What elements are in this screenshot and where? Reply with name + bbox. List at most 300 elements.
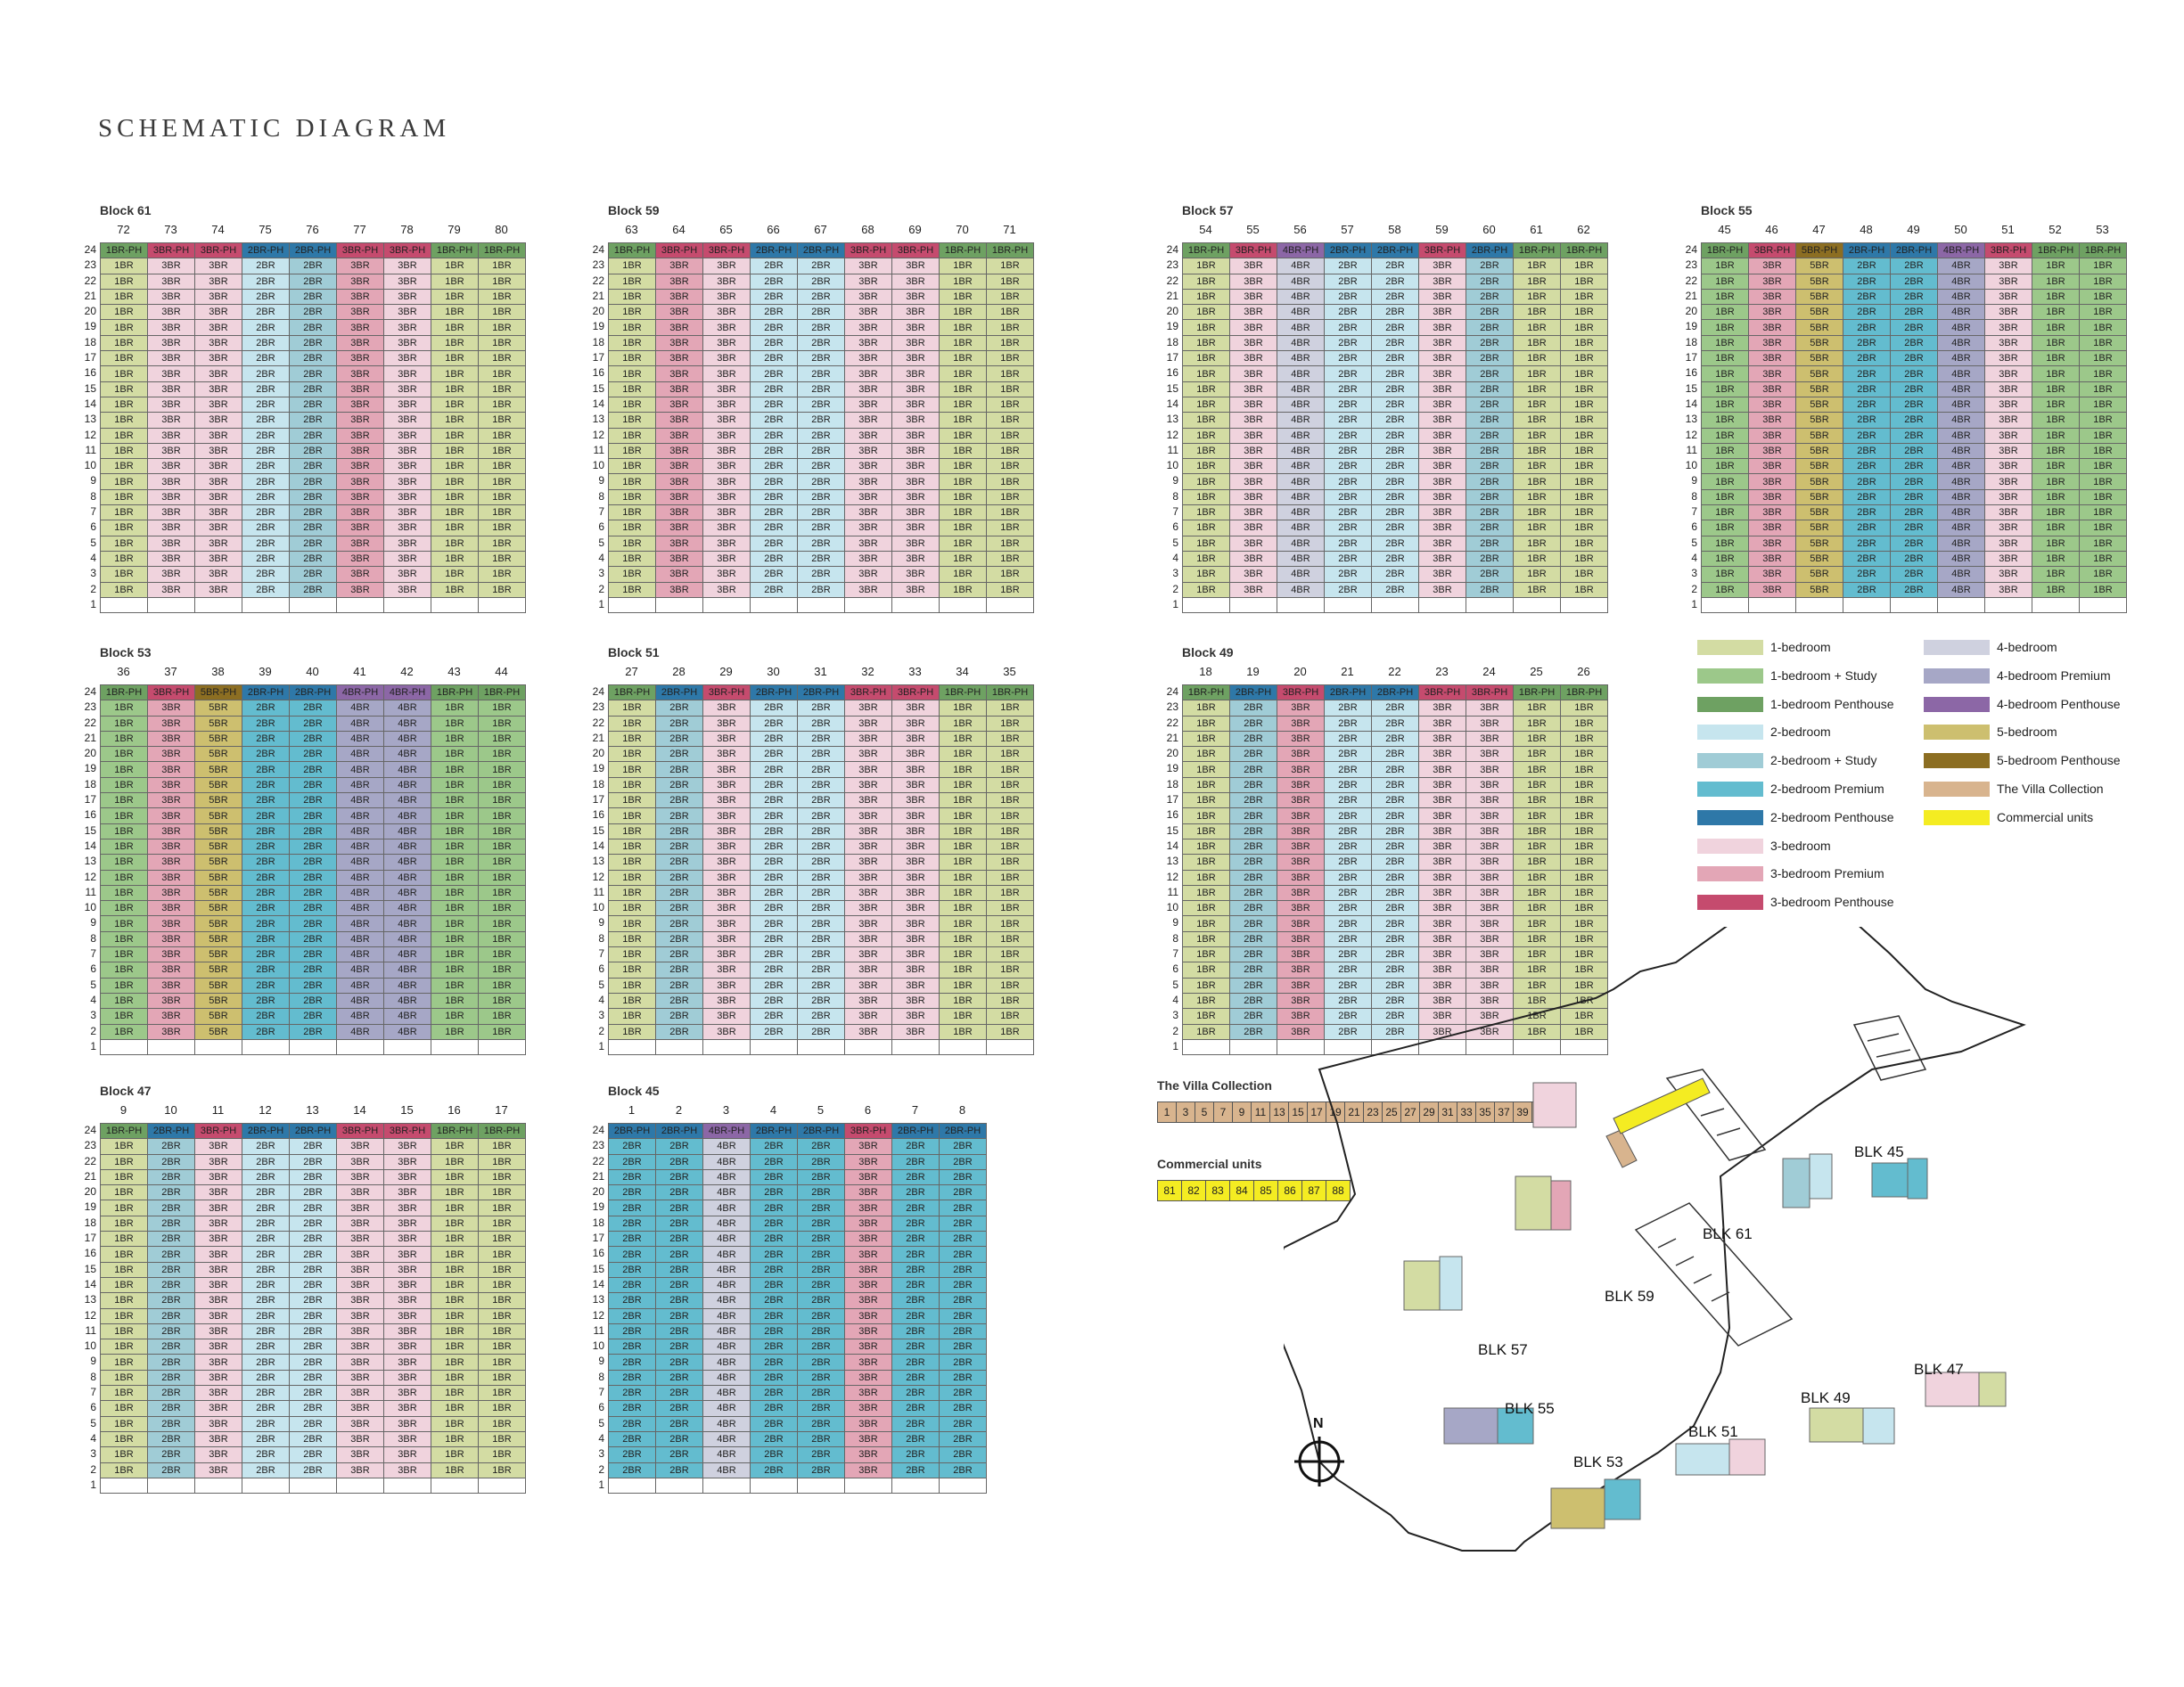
block-45: [592, 1084, 987, 1494]
unit-cell: 1BR: [609, 962, 656, 978]
unit-cell: 2BR: [1325, 551, 1372, 566]
unit-cell: 1BR: [431, 901, 479, 916]
unit-cell: 4BR: [703, 1323, 751, 1339]
floor-row: [609, 885, 1034, 900]
unit-cell: 3BR: [384, 366, 431, 381]
floor-row: [101, 1169, 526, 1184]
unit-cell: 1BR: [987, 428, 1034, 443]
floor-row: [1702, 582, 2127, 597]
floor-number: 17: [84, 351, 96, 364]
unit-cell: 3BR: [195, 459, 242, 474]
unit-cell: 2BR: [609, 1169, 656, 1184]
unit-cell: 2BR: [1372, 366, 1419, 381]
floor-row: [1183, 700, 1608, 716]
unit-cell: 1BR: [987, 931, 1034, 946]
penthouse-cell: 2BR-PH: [148, 1124, 195, 1139]
unit-cell: 1BR: [1561, 520, 1608, 536]
unit-cell: 1BR: [1702, 351, 1749, 366]
unit-cell: 1BR: [940, 885, 987, 900]
unit-cell: 2BR: [798, 808, 845, 823]
unit-cell: 2BR: [1325, 1024, 1372, 1039]
unit-cell: 1BR: [1514, 320, 1561, 335]
unit-cell: 2BR: [242, 428, 290, 443]
site-label-blk53: BLK 53: [1573, 1454, 1623, 1470]
unit-cell: 4BR: [1938, 443, 1985, 458]
unit-cell: 1BR: [479, 1462, 526, 1478]
unit-cell: 2BR: [242, 1416, 290, 1431]
floor-number: 22: [592, 274, 604, 287]
floor-row: [609, 901, 1034, 916]
unit-cell: 2BR: [798, 1169, 845, 1184]
unit-cell: 1BR: [987, 885, 1034, 900]
floor-row: [1183, 885, 1608, 900]
floor-number: 3: [90, 567, 96, 580]
floor-number: 12: [592, 870, 604, 883]
penthouse-cell: 3BR-PH: [845, 1124, 892, 1139]
floor-row: [1702, 474, 2127, 489]
unit-cell: 2BR: [1843, 428, 1891, 443]
unit-cell: 3BR: [1985, 428, 2032, 443]
unit-cell: 3BR: [845, 1293, 892, 1308]
unit-cell: 1BR: [987, 489, 1034, 504]
unit-cell: 2BR: [1230, 901, 1277, 916]
floor-number: 20: [84, 1185, 96, 1199]
stack-number: 78: [400, 223, 414, 236]
unit-cell: 3BR: [1749, 397, 1796, 412]
unit-cell: 4BR: [1277, 289, 1325, 304]
unit-cell: 3BR: [1277, 870, 1325, 885]
unit-cell: 4BR: [1277, 551, 1325, 566]
floor-row: [1183, 274, 1608, 289]
unit-cell: 1BR: [431, 993, 479, 1008]
unit-cell: 2BR: [656, 1024, 703, 1039]
penthouse-cell: 3BR-PH: [1985, 243, 2032, 258]
unit-cell: 1BR: [101, 793, 148, 808]
unit-cell: 3BR: [703, 870, 751, 885]
unit-cell: 3BR: [1419, 808, 1466, 823]
floor-number: 4: [1691, 551, 1697, 564]
unit-cell: 2BR: [798, 1247, 845, 1262]
unit-cell: 3BR: [1419, 443, 1466, 458]
unit-cell: 3BR: [1749, 505, 1796, 520]
unit-cell: 2BR: [798, 1462, 845, 1478]
unit-cell: 2BR: [1372, 289, 1419, 304]
unit-cell: 2BR: [1325, 855, 1372, 870]
floor-row: [609, 567, 1034, 582]
unit-cell: 1BR: [431, 793, 479, 808]
strip-unit-cell: 39: [1514, 1102, 1532, 1122]
unit-cell: 1BR: [1514, 505, 1561, 520]
unit-cell: 1BR: [609, 335, 656, 350]
penthouse-cell: 2BR-PH: [892, 1124, 940, 1139]
unit-cell: 4BR: [1277, 443, 1325, 458]
unit-cell: 3BR: [1749, 520, 1796, 536]
unit-cell: 4BR: [1277, 520, 1325, 536]
penthouse-cell: 4BR-PH: [337, 685, 384, 700]
unit-cell: 3BR: [148, 459, 195, 474]
unit-cell: 3BR: [1230, 443, 1277, 458]
unit-cell: 3BR: [892, 305, 940, 320]
unit-cell: 3BR: [703, 962, 751, 978]
unit-cell: 3BR: [892, 413, 940, 428]
floor-row: [101, 1262, 526, 1277]
unit-cell: 3BR: [195, 1139, 242, 1154]
unit-cell: 3BR: [384, 1401, 431, 1416]
legend-label: 4-bedroom Penthouse: [1997, 696, 2121, 711]
unit-cell: 3BR: [1277, 700, 1325, 716]
unit-cell: 2BR: [290, 1401, 337, 1416]
unit-cell: 2BR: [242, 839, 290, 854]
unit-cell: 3BR: [337, 443, 384, 458]
unit-cell: 1BR: [940, 962, 987, 978]
unit-cell: 3BR: [337, 1139, 384, 1154]
floor-number: 6: [598, 962, 604, 976]
ground-cell: [1230, 1039, 1277, 1054]
floor-number: 24: [592, 685, 604, 698]
unit-cell: 3BR: [892, 567, 940, 582]
unit-cell: 1BR: [1561, 351, 1608, 366]
floor-row: [1702, 381, 2127, 397]
unit-cell: 3BR: [845, 808, 892, 823]
unit-cell: 1BR: [1183, 777, 1230, 792]
unit-cell: 1BR: [987, 366, 1034, 381]
unit-cell: 3BR: [1277, 885, 1325, 900]
unit-cell: 3BR: [337, 551, 384, 566]
unit-cell: 2BR: [1325, 335, 1372, 350]
unit-cell: 1BR: [479, 762, 526, 777]
unit-cell: 2BR: [892, 1139, 940, 1154]
unit-cell: 1BR: [987, 335, 1034, 350]
unit-cell: 1BR: [101, 1447, 148, 1462]
unit-cell: 2BR: [798, 474, 845, 489]
unit-cell: 1BR: [1183, 731, 1230, 746]
unit-cell: 3BR: [703, 978, 751, 993]
floor-row: [101, 1139, 526, 1154]
unit-cell: 1BR: [479, 258, 526, 274]
unit-cell: 2BR: [148, 1462, 195, 1478]
unit-cell: 2BR: [656, 1447, 703, 1462]
floor-row: [609, 823, 1034, 839]
unit-cell: 1BR: [1561, 747, 1608, 762]
unit-cell: 3BR: [703, 993, 751, 1008]
unit-cell: 2BR: [242, 335, 290, 350]
unit-cell: 1BR: [940, 413, 987, 428]
unit-cell: 2BR: [1325, 885, 1372, 900]
unit-cell: 5BR: [195, 947, 242, 962]
unit-cell: 3BR: [384, 1154, 431, 1169]
unit-cell: 2BR: [1372, 885, 1419, 900]
unit-cell: 2BR: [798, 413, 845, 428]
unit-cell: 1BR: [1514, 978, 1561, 993]
unit-cell: 1BR: [940, 335, 987, 350]
unit-cell: 1BR: [1183, 901, 1230, 916]
unit-cell: 1BR: [101, 1386, 148, 1401]
unit-cell: 3BR: [845, 320, 892, 335]
unit-cell: 1BR: [940, 443, 987, 458]
unit-cell: 1BR: [609, 885, 656, 900]
unit-cell: 1BR: [1561, 901, 1608, 916]
floor-number: 18: [592, 335, 604, 348]
unit-cell: 5BR: [1796, 567, 1843, 582]
unit-cell: 3BR: [656, 582, 703, 597]
floor-number: 3: [598, 567, 604, 580]
floor-number: 9: [598, 916, 604, 929]
unit-cell: 3BR: [384, 1447, 431, 1462]
unit-cell: 1BR: [987, 793, 1034, 808]
unit-cell: 2BR: [751, 567, 798, 582]
stack-number: 44: [495, 665, 508, 678]
floor-row: [1702, 258, 2127, 274]
unit-cell: 4BR: [703, 1355, 751, 1370]
floor-row: [101, 855, 526, 870]
stack-number: 22: [1388, 665, 1401, 678]
stack-number: 3: [722, 1103, 730, 1117]
unit-cell: 3BR: [195, 397, 242, 412]
unit-cell: 2BR: [751, 1339, 798, 1355]
unit-cell: 3BR: [845, 536, 892, 551]
floor-row: [1702, 520, 2127, 536]
unit-cell: 3BR: [845, 428, 892, 443]
unit-cell: 2BR: [148, 1355, 195, 1370]
unit-cell: 3BR: [1419, 731, 1466, 746]
unit-cell: 1BR: [1183, 381, 1230, 397]
floor-row: [101, 1308, 526, 1323]
unit-cell: 2BR: [609, 1370, 656, 1385]
unit-cell: 2BR: [751, 1401, 798, 1416]
floor-number: 14: [1166, 397, 1178, 410]
stack-number: 15: [400, 1103, 414, 1117]
unit-cell: 2BR: [751, 762, 798, 777]
unit-cell: 1BR: [1561, 700, 1608, 716]
unit-cell: 3BR: [1749, 305, 1796, 320]
unit-cell: 1BR: [1561, 489, 1608, 504]
unit-cell: 1BR: [940, 839, 987, 854]
unit-cell: 2BR: [1372, 520, 1419, 536]
unit-cell: 2BR: [242, 567, 290, 582]
unit-cell: 1BR: [1561, 716, 1608, 731]
unit-cell: 3BR: [1230, 351, 1277, 366]
unit-cell: 2BR: [1372, 978, 1419, 993]
unit-cell: 1BR: [431, 1323, 479, 1339]
unit-cell: 3BR: [1419, 839, 1466, 854]
unit-cell: 4BR: [703, 1262, 751, 1277]
unit-cell: 1BR: [940, 366, 987, 381]
unit-cell: 2BR: [798, 505, 845, 520]
floor-number: 23: [1685, 258, 1697, 272]
unit-cell: 2BR: [242, 1024, 290, 1039]
unit-cell: 4BR: [703, 1431, 751, 1446]
penthouse-cell: 1BR-PH: [101, 243, 148, 258]
floor-number: 8: [90, 931, 96, 945]
unit-cell: 1BR: [940, 258, 987, 274]
unit-cell: 3BR: [845, 1247, 892, 1262]
ground-cell: [1372, 597, 1419, 612]
unit-cell: 1BR: [431, 366, 479, 381]
unit-cell: 2BR: [242, 731, 290, 746]
unit-cell: 2BR: [1230, 808, 1277, 823]
unit-cell: 2BR: [242, 1308, 290, 1323]
penthouse-cell: 1BR-PH: [1183, 243, 1230, 258]
unit-cell: 1BR: [1514, 931, 1561, 946]
floor-number: 22: [84, 1154, 96, 1167]
unit-cell: 1BR: [1183, 320, 1230, 335]
floor-row: [101, 823, 526, 839]
penthouse-cell: 3BR-PH: [148, 243, 195, 258]
unit-cell: 1BR: [940, 536, 987, 551]
unit-cell: 2BR: [1230, 762, 1277, 777]
unit-grid: [100, 1123, 526, 1494]
unit-cell: 3BR: [148, 366, 195, 381]
unit-cell: 1BR: [479, 716, 526, 731]
unit-cell: 2BR: [290, 1169, 337, 1184]
unit-cell: 2BR: [609, 1386, 656, 1401]
unit-cell: 2BR: [656, 1216, 703, 1231]
unit-cell: 2BR: [148, 1308, 195, 1323]
unit-cell: 2BR: [751, 700, 798, 716]
unit-cell: 1BR: [1183, 978, 1230, 993]
floor-row: [1183, 536, 1608, 551]
unit-cell: 3BR: [384, 320, 431, 335]
unit-cell: 2BR: [656, 1247, 703, 1262]
floor-row: [609, 1355, 987, 1370]
floor-row: [609, 808, 1034, 823]
unit-cell: 2BR: [751, 1009, 798, 1024]
unit-cell: 1BR: [609, 397, 656, 412]
unit-cell: 1BR: [479, 731, 526, 746]
unit-cell: 2BR: [242, 916, 290, 931]
unit-cell: 2BR: [751, 320, 798, 335]
unit-cell: 2BR: [1466, 258, 1514, 274]
floor-number: 15: [1166, 823, 1178, 837]
stack-number: 47: [1812, 223, 1826, 236]
block-clusters: [1404, 1078, 2006, 1528]
stack-number: 5: [817, 1103, 825, 1117]
penthouse-cell: 5BR-PH: [1796, 243, 1843, 258]
unit-cell: 1BR: [940, 289, 987, 304]
unit-cell: 4BR: [384, 1024, 431, 1039]
unit-cell: 1BR: [940, 459, 987, 474]
unit-cell: 3BR: [195, 1185, 242, 1200]
floor-number: 8: [598, 931, 604, 945]
unit-cell: 2BR: [148, 1200, 195, 1216]
unit-cell: 1BR: [940, 320, 987, 335]
floor-number: 5: [598, 978, 604, 991]
unit-cell: 2BR: [656, 1293, 703, 1308]
unit-cell: 1BR: [431, 1169, 479, 1184]
penthouse-cell: 1BR-PH: [101, 685, 148, 700]
unit-cell: 3BR: [1230, 335, 1277, 350]
unit-cell: 3BR: [845, 335, 892, 350]
unit-cell: 2BR: [148, 1169, 195, 1184]
floor-row: [1183, 685, 1608, 700]
unit-cell: 1BR: [479, 428, 526, 443]
floor-number: 9: [1172, 474, 1178, 487]
unit-cell: 3BR: [656, 459, 703, 474]
unit-cell: 1BR: [987, 962, 1034, 978]
unit-cell: 5BR: [1796, 474, 1843, 489]
unit-cell: 2BR: [609, 1247, 656, 1262]
unit-cell: 2BR: [290, 274, 337, 289]
floor-number: 14: [1166, 839, 1178, 852]
unit-cell: 2BR: [751, 289, 798, 304]
ground-cell: [337, 1039, 384, 1054]
floor-number: 22: [1166, 274, 1178, 287]
floor-number: 16: [592, 366, 604, 380]
penthouse-cell: 2BR-PH: [1372, 243, 1419, 258]
strip-unit-cell: 7: [1214, 1102, 1233, 1122]
unit-cell: 2BR: [290, 823, 337, 839]
penthouse-cell: 2BR-PH: [242, 685, 290, 700]
unit-cell: 3BR: [892, 474, 940, 489]
unit-cell: 2BR: [609, 1308, 656, 1323]
unit-cell: 1BR: [1514, 567, 1561, 582]
unit-cell: 3BR: [845, 489, 892, 504]
stack-number: 18: [1199, 665, 1212, 678]
unit-cell: 3BR: [148, 536, 195, 551]
unit-cell: 2BR: [656, 993, 703, 1008]
unit-cell: 3BR: [1466, 777, 1514, 792]
unit-cell: 4BR: [337, 808, 384, 823]
site-label-blk49: BLK 49: [1801, 1389, 1851, 1406]
unit-cell: 1BR: [1183, 808, 1230, 823]
unit-cell: 1BR: [1183, 947, 1230, 962]
unit-cell: 3BR: [892, 1009, 940, 1024]
unit-cell: 3BR: [1419, 762, 1466, 777]
floor-row: [1183, 381, 1608, 397]
unit-cell: 3BR: [845, 870, 892, 885]
ground-cell: [1466, 597, 1514, 612]
unit-cell: 1BR: [987, 747, 1034, 762]
floor-number: 21: [1166, 289, 1178, 302]
unit-cell: 2BR: [1325, 320, 1372, 335]
unit-cell: 3BR: [703, 823, 751, 839]
unit-cell: 3BR: [195, 1416, 242, 1431]
unit-cell: 5BR: [195, 700, 242, 716]
unit-cell: 2BR: [656, 839, 703, 854]
unit-cell: 1BR: [1561, 823, 1608, 839]
legend-label: 3-bedroom: [1770, 838, 1831, 853]
unit-cell: 2BR: [1325, 397, 1372, 412]
unit-cell: 1BR: [101, 1024, 148, 1039]
unit-cell: 3BR: [892, 258, 940, 274]
unit-cell: 1BR: [431, 274, 479, 289]
floor-row: [1702, 243, 2127, 258]
floor-number: 24: [1685, 243, 1697, 256]
unit-cell: 1BR: [1514, 305, 1561, 320]
penthouse-cell: 1BR-PH: [940, 243, 987, 258]
unit-cell: 1BR: [479, 474, 526, 489]
unit-cell: 3BR: [892, 993, 940, 1008]
unit-cell: 2BR: [1230, 885, 1277, 900]
penthouse-cell: 2BR-PH: [242, 243, 290, 258]
floor-row: [609, 700, 1034, 716]
unit-cell: 2BR: [1325, 993, 1372, 1008]
unit-cell: 3BR: [195, 1154, 242, 1169]
unit-cell: 3BR: [1749, 551, 1796, 566]
unit-cell: 1BR: [1514, 443, 1561, 458]
unit-cell: 2BR: [1325, 1009, 1372, 1024]
unit-cell: 4BR: [384, 901, 431, 916]
unit-cell: 1BR: [101, 551, 148, 566]
unit-cell: 2BR: [242, 459, 290, 474]
floor-number: 18: [84, 335, 96, 348]
unit-cell: 3BR: [845, 381, 892, 397]
unit-cell: 3BR: [892, 885, 940, 900]
unit-cell: 3BR: [892, 397, 940, 412]
unit-cell: 1BR: [2032, 320, 2080, 335]
unit-cell: 1BR: [1183, 716, 1230, 731]
unit-cell: 3BR: [1277, 1009, 1325, 1024]
